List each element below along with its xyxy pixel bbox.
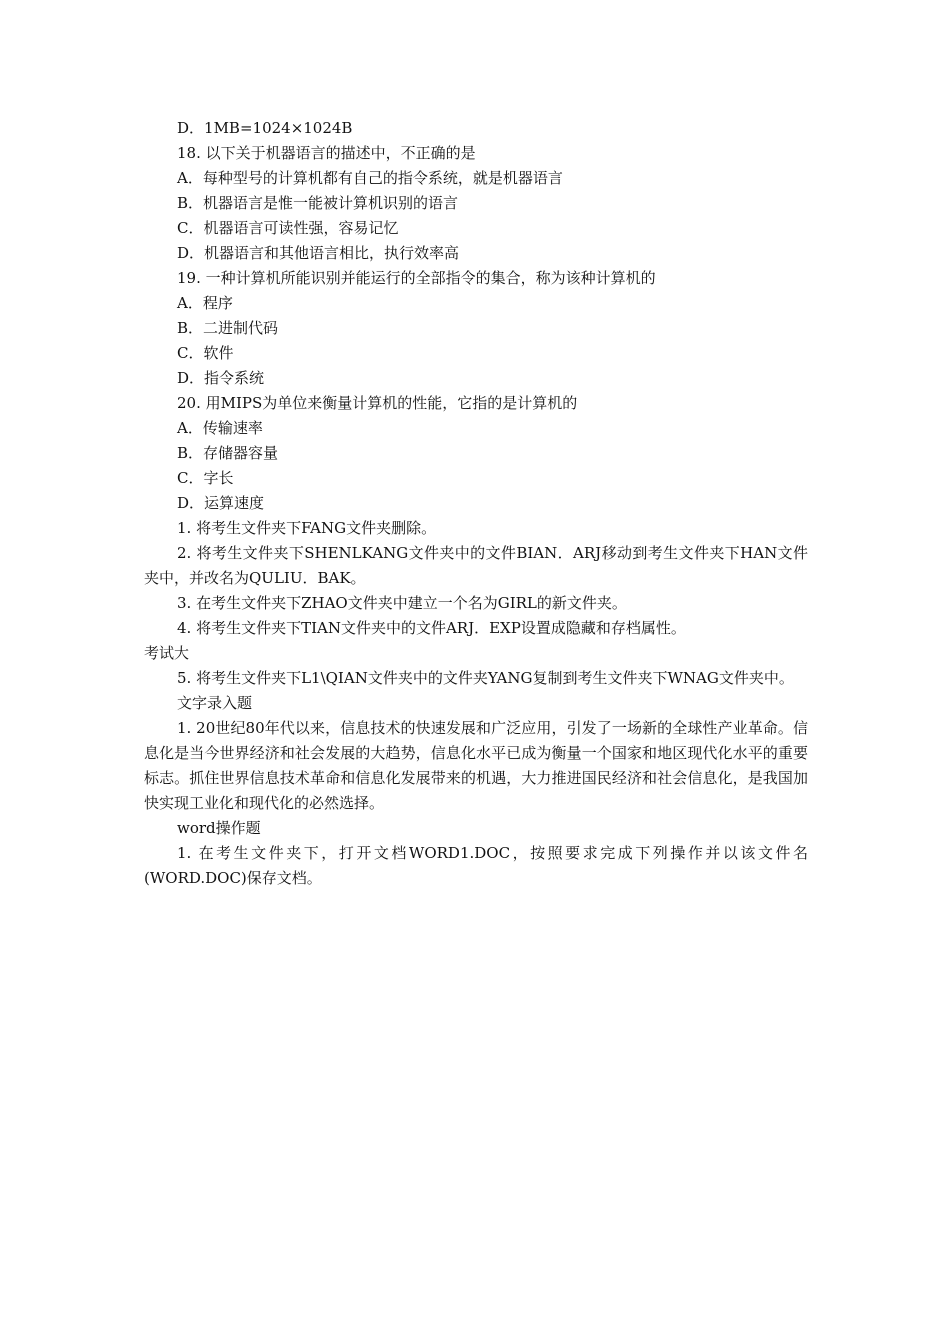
- q20-option-b: B．存储器容量: [177, 444, 279, 462]
- q18-option-a: A．每种型号的计算机都有自己的指令系统，就是机器语言: [177, 169, 563, 187]
- q18-option-d: D．机器语言和其他语言相比，执行效率高: [177, 244, 460, 262]
- source-note: 考试大: [144, 644, 190, 662]
- q18-option-b: B．机器语言是惟一能被计算机识别的语言: [177, 194, 459, 212]
- operation-5: 5. 将考生文件夹下L1\QIAN文件夹中的文件夹YANG复制到考生文件夹下WNAG文件夹中。: [177, 669, 794, 687]
- q20-option-a: A．传输速率: [177, 419, 263, 437]
- operation-2: 2. 将考生文件夹下SHENLKANG文件夹中的文件BIAN．ARJ移动到考生文件夹下HAN文件夹中，并改名为QULIU．BAK。: [144, 544, 808, 587]
- q18-option-c: C．机器语言可读性强，容易记忆: [177, 219, 399, 237]
- q19-option-b: B．二进制代码: [177, 319, 279, 337]
- word-task-1: 1. 在考生文件夹下，打开文档WORD1.DOC，按照要求完成下列操作并以该文件名(WORD.DOC)保存文档。: [144, 844, 808, 887]
- q20-option-d: D．运算速度: [177, 494, 265, 512]
- q17-option-d: D．1MB=1024×1024B: [177, 119, 353, 137]
- operation-3: 3. 在考生文件夹下ZHAO文件夹中建立一个名为GIRL的新文件夹。: [177, 594, 627, 612]
- q19-option-d: D．指令系统: [177, 369, 265, 387]
- word-section-heading: word操作题: [177, 819, 261, 837]
- typing-paragraph-1: 1. 20世纪80年代以来，信息技术的快速发展和广泛应用，引发了一场新的全球性产业革命。信息化是当今世界经济和社会发展的大趋势，信息化水平已成为衡量一个国家和地区现代化水平的重要标志。抓住世界信息技术革命和信息化发展带来的机遇，大力推进国民经济和社会信息化，是我国加快实现工业化和现代化的必然选择。: [144, 719, 808, 812]
- q20-stem: 20. 用MIPS为单位来衡量计算机的性能，它指的是计算机的: [177, 394, 578, 412]
- q18-stem: 18. 以下关于机器语言的描述中，不正确的是: [177, 144, 476, 162]
- document-body: [144, 116, 808, 891]
- operation-1: 1. 将考生文件夹下FANG文件夹删除。: [177, 519, 437, 537]
- operation-4: 4. 将考生文件夹下TIAN文件夹中的文件ARJ．EXP设置成隐藏和存档属性。: [177, 619, 686, 637]
- typing-section-heading: 文字录入题: [177, 694, 253, 712]
- q20-option-c: C．字长: [177, 469, 234, 487]
- q19-option-a: A．程序: [177, 294, 233, 312]
- q19-option-c: C．软件: [177, 344, 234, 362]
- q19-stem: 19. 一种计算机所能识别并能运行的全部指令的集合，称为该种计算机的: [177, 269, 656, 287]
